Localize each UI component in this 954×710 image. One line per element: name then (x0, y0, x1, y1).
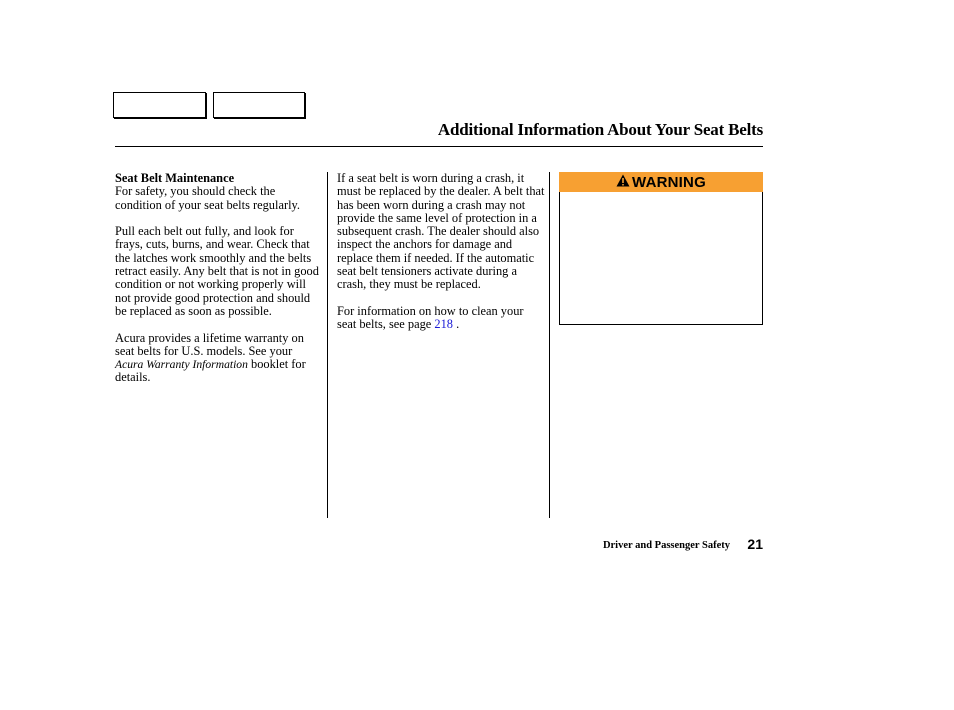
page-link-218[interactable]: 218 (434, 317, 453, 332)
paragraph-cleaning (337, 305, 545, 332)
warning-header (559, 172, 763, 192)
warning-box (559, 172, 763, 325)
paragraph: Pull each belt out fully, and look for frays, cuts, burns, and wear. Check that the latches work smoothly and the belts retract easily. Any belt that is not in good condition or not working properly will not provide good protection and should be replaced as soon as possible. (115, 224, 319, 318)
column-2 (337, 172, 545, 345)
warning-label-wrap (616, 174, 706, 191)
paragraph: If a seat belt is worn during a crash, it must be replaced by the dealer. A belt that has been worn during a crash may not provide the same level of protection in a subsequent crash. The dealer should also inspect the anchors for damage and replace them if needed. If the automatic seat belt tensioners activate during a crash, they must be replaced. (337, 171, 545, 292)
section-heading: Seat Belt Maintenance (115, 171, 235, 185)
nav-button-1[interactable] (113, 92, 206, 118)
page-number: 21 (747, 536, 763, 552)
text: . (452, 317, 460, 332)
text: booklet for details. (115, 357, 306, 385)
text: For information on how to clean your seat belts, see page (337, 303, 524, 332)
title-rule (115, 146, 763, 147)
column-1 (115, 172, 323, 398)
column-divider (327, 172, 328, 518)
nav-button-2[interactable] (213, 92, 305, 118)
paragraph-warranty (115, 332, 323, 385)
warranty-booklet-title: Acura Warranty Information (115, 358, 248, 372)
warning-triangle-icon (616, 174, 632, 191)
page-title: Additional Information About Your Seat Belts (437, 120, 763, 139)
warning-label: WARNING (632, 173, 706, 191)
footer-section-title: Driver and Passenger Safety (602, 540, 730, 551)
text: Acura provides a lifetime warranty on seat belts for U.S. models. See your (115, 330, 304, 358)
column-divider (549, 172, 550, 518)
paragraph: For safety, you should check the condition of your seat belts regularly. (115, 184, 301, 212)
